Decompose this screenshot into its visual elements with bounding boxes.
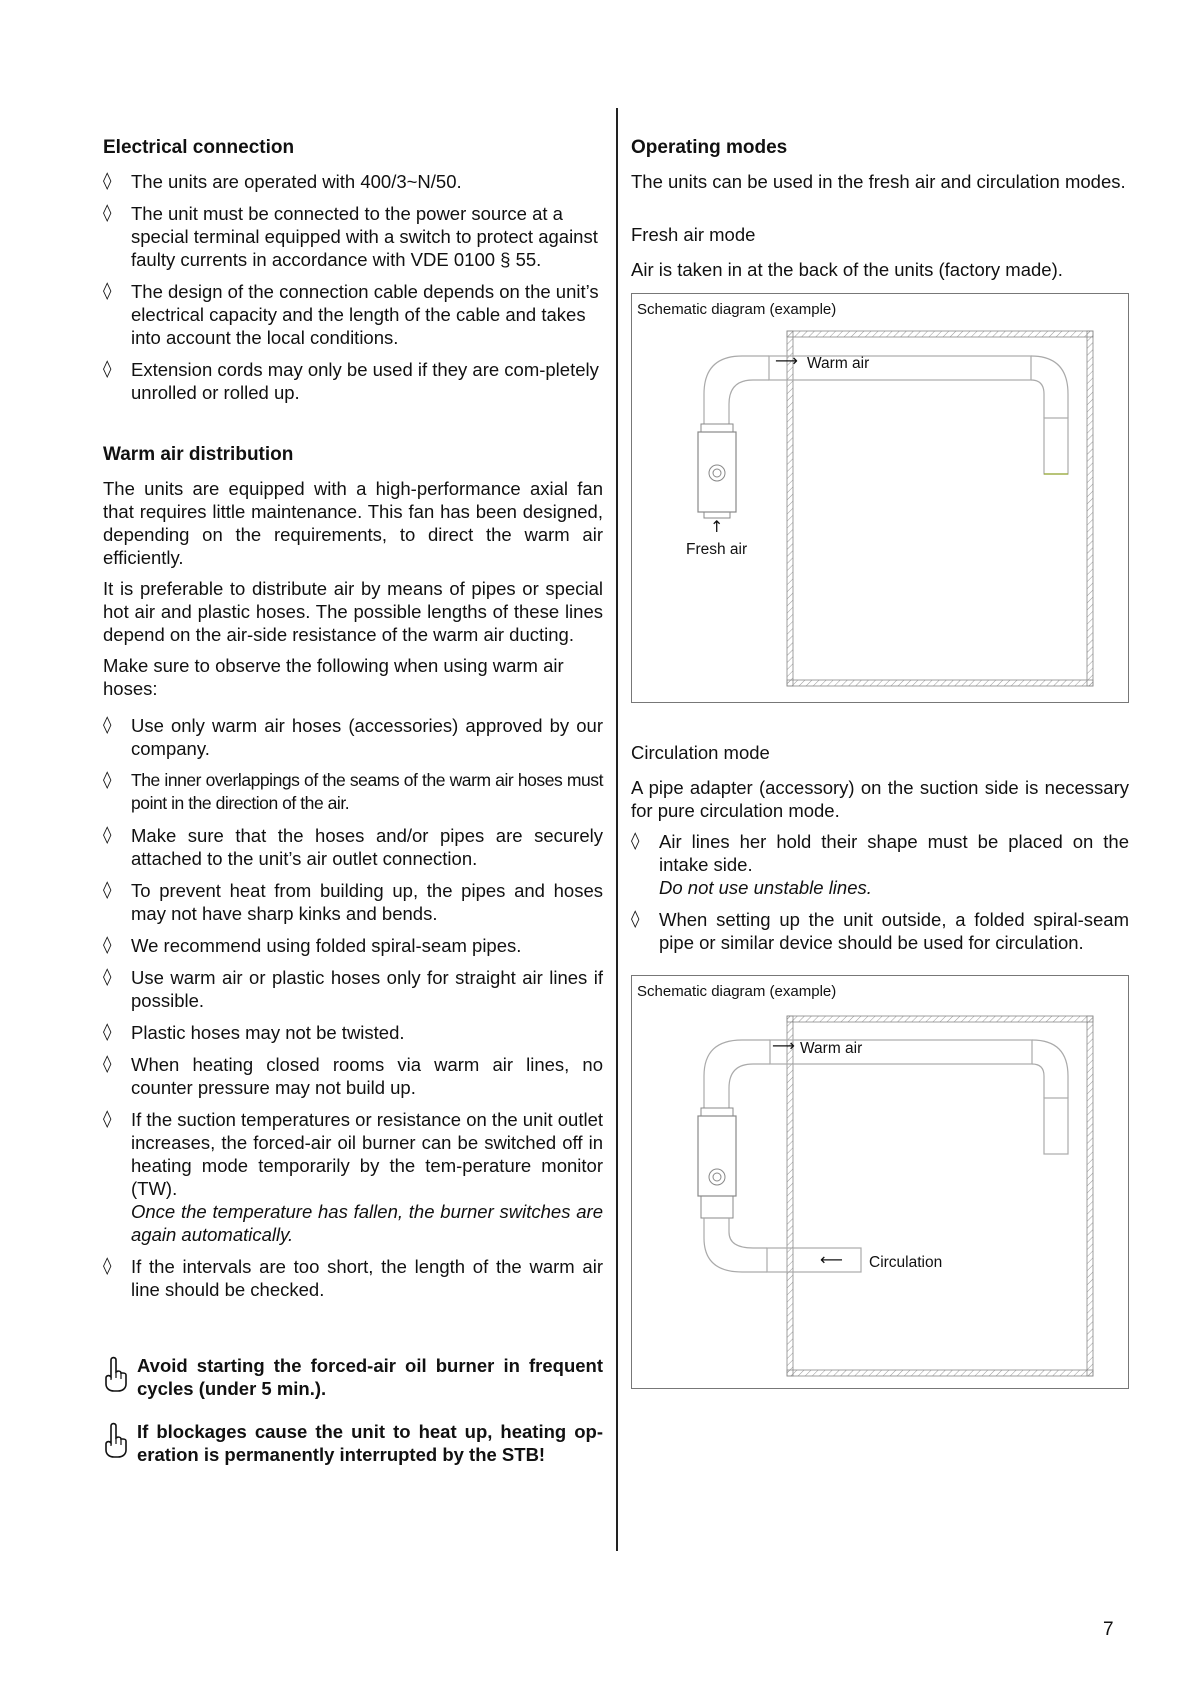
operating-modes-heading: Operating modes — [631, 137, 788, 158]
pointing-hand-icon — [103, 1356, 129, 1394]
diagram-caption: Schematic diagram (example) — [637, 301, 837, 318]
warning-note: If blockages cause the unit to heat up, heating op-eration is permanently interrupted by the STB! — [103, 1420, 603, 1466]
duct-elbow-left — [704, 356, 769, 424]
list-item: ◊ We recommend using folded spiral-seam pipes. — [103, 935, 522, 956]
electrical-list — [103, 170, 603, 404]
list-item: ◊ Use warm air or plastic hoses only for straight air lines if possible. — [103, 967, 603, 1011]
room-wall-top — [787, 331, 1093, 337]
circulation-list — [631, 830, 1129, 954]
list-item: ◊ The units are operated with 400/3~N/50. — [103, 171, 462, 192]
bullet-icon: ◊ — [103, 715, 112, 735]
heater-fan — [709, 465, 725, 481]
warm-air-para-2: It is preferable to distribute air by means of pipes or special hot air and plastic hoses. The possible lengths of these lines depend on the air-side resistance of the warm air ducting. — [103, 578, 603, 645]
room-wall-right — [1087, 1016, 1093, 1376]
label-warm-air: Warm air — [807, 355, 870, 372]
list-item: ◊ Plastic hoses may not be twisted. — [103, 1022, 405, 1043]
hose-end — [1044, 1098, 1068, 1154]
diagram-caption: Schematic diagram (example) — [637, 983, 837, 1000]
list-item: ◊ The inner overlappings of the seams of the warm air hoses must point in the direction of the air. — [103, 770, 603, 813]
bullet-icon: ◊ — [103, 281, 112, 301]
list-item: ◊ The design of the connection cable depends on the unit’s electrical capacity and the length of the cable and takes into account the local conditions. — [103, 281, 599, 348]
fresh-air-title: Fresh air mode — [631, 224, 756, 245]
return-duct-straight — [767, 1248, 861, 1272]
circulation-schematic — [632, 976, 1130, 1390]
heater-unit — [698, 1116, 736, 1196]
spacer — [631, 201, 1129, 223]
duct-elbow-left — [704, 1040, 770, 1108]
list-item: ◊ The unit must be connected to the power source at a special terminal equipped with a switch to protect against faulty currents in accordance with VDE 0100 § 55. — [103, 203, 598, 270]
list-item: ◊ Make sure that the hoses and/or pipes are securely attached to the unit’s air outlet connection. — [103, 825, 603, 869]
spacer — [631, 963, 1129, 975]
pointing-hand-icon — [103, 1422, 129, 1460]
warm-air-para-3: Make sure to observe the following when using warm air hoses: — [103, 655, 564, 699]
arrow-right-icon: ⟶ — [775, 351, 798, 370]
bullet-icon: ◊ — [103, 770, 111, 790]
heater-fan — [709, 1169, 725, 1185]
label-fresh-air: Fresh air — [686, 541, 748, 558]
spacer — [103, 413, 603, 443]
bullet-icon: ◊ — [103, 171, 112, 191]
room-wall-bottom — [787, 1370, 1093, 1376]
list-item: ◊ Air lines her hold their shape must be placed on the intake side. Do not use unstable lines. — [631, 831, 1129, 898]
heater-flange — [701, 1108, 733, 1116]
arrow-left-icon: ⟵ — [820, 1250, 843, 1269]
bullet-icon: ◊ — [103, 880, 112, 900]
spacer — [103, 1400, 603, 1420]
fresh-air-diagram — [631, 293, 1129, 703]
spacer — [631, 703, 1129, 741]
circulation-diagram — [631, 975, 1129, 1389]
list-item: ◊ Use only warm air hoses (accessories) approved by our company. — [103, 715, 603, 759]
arrow-right-icon: ⟶ — [772, 1036, 795, 1055]
circulation-text: A pipe adapter (accessory) on the suction side is necessary for pure circulation mode. — [631, 777, 1129, 821]
spacer — [103, 1310, 603, 1354]
list-item: ◊ Extension cords may only be used if they are com-pletely unrolled or rolled up. — [103, 359, 599, 403]
label-warm-air: Warm air — [800, 1040, 863, 1057]
warm-air-heading: Warm air distribution — [103, 444, 294, 465]
duct-elbow-right — [1032, 1040, 1068, 1098]
warm-air-list — [103, 714, 603, 1301]
right-column — [631, 136, 1129, 1389]
bullet-icon: ◊ — [103, 1022, 112, 1042]
room-wall-left — [787, 1016, 793, 1376]
bullet-icon: ◊ — [103, 935, 112, 955]
heater-flange — [701, 424, 733, 432]
room-wall-right — [1087, 331, 1093, 686]
duct-elbow-right — [1031, 356, 1068, 418]
label-circulation: Circulation — [869, 1254, 943, 1271]
left-column — [103, 136, 603, 1466]
bullet-icon: ◊ — [103, 203, 112, 223]
heater-unit — [698, 432, 736, 512]
hose-end — [1044, 418, 1068, 474]
list-item: ◊ If the suction temperatures or resistance on the unit outlet increases, the forced-air oil burner can be switched off in heating mode temporarily by the tem-perature monitor (TW). Once the temperature has fallen, the burner switches are again automatically. — [103, 1109, 604, 1245]
bullet-icon: ◊ — [631, 831, 640, 851]
electrical-heading: Electrical connection — [103, 137, 295, 158]
page-number: 7 — [1103, 1619, 1114, 1640]
list-item: ◊ When heating closed rooms via warm air lines, no counter pressure may not build up. — [103, 1054, 603, 1098]
bullet-icon: ◊ — [103, 1256, 112, 1276]
bullet-icon: ◊ — [103, 1054, 112, 1074]
bullet-icon: ◊ — [103, 825, 112, 845]
room-wall-top — [787, 1016, 1093, 1022]
column-divider — [616, 108, 618, 1551]
bullet-icon: ◊ — [103, 1109, 112, 1129]
warm-air-para-1: The units are equipped with a high-performance axial fan that requires little maintenance. This fan has been designed, depending on the requirements, to direct the warm air efficiently. — [103, 478, 603, 568]
warning-note: Avoid starting the forced-air oil burner in frequent cycles (under 5 min.). — [103, 1354, 603, 1400]
fresh-air-schematic — [632, 294, 1130, 704]
list-item: ◊ When setting up the unit outside, a folded spiral-seam pipe or similar device should be used for circulation. — [631, 909, 1129, 953]
circulation-title: Circulation mode — [631, 742, 770, 763]
room-wall-bottom — [787, 680, 1093, 686]
arrow-up-icon: ↑ — [710, 517, 724, 536]
list-item: ◊ To prevent heat from building up, the pipes and hoses may not have sharp kinks and bends. — [103, 880, 603, 924]
operating-intro: The units can be used in the fresh air and circulation modes. — [631, 171, 1126, 192]
bullet-icon: ◊ — [103, 967, 112, 987]
list-item: ◊ If the intervals are too short, the length of the warm air line should be checked. — [103, 1256, 603, 1300]
bullet-icon: ◊ — [631, 909, 640, 929]
bullet-icon: ◊ — [103, 359, 112, 379]
room-wall-left — [787, 331, 793, 686]
fresh-air-text: Air is taken in at the back of the units (factory made). — [631, 259, 1063, 280]
